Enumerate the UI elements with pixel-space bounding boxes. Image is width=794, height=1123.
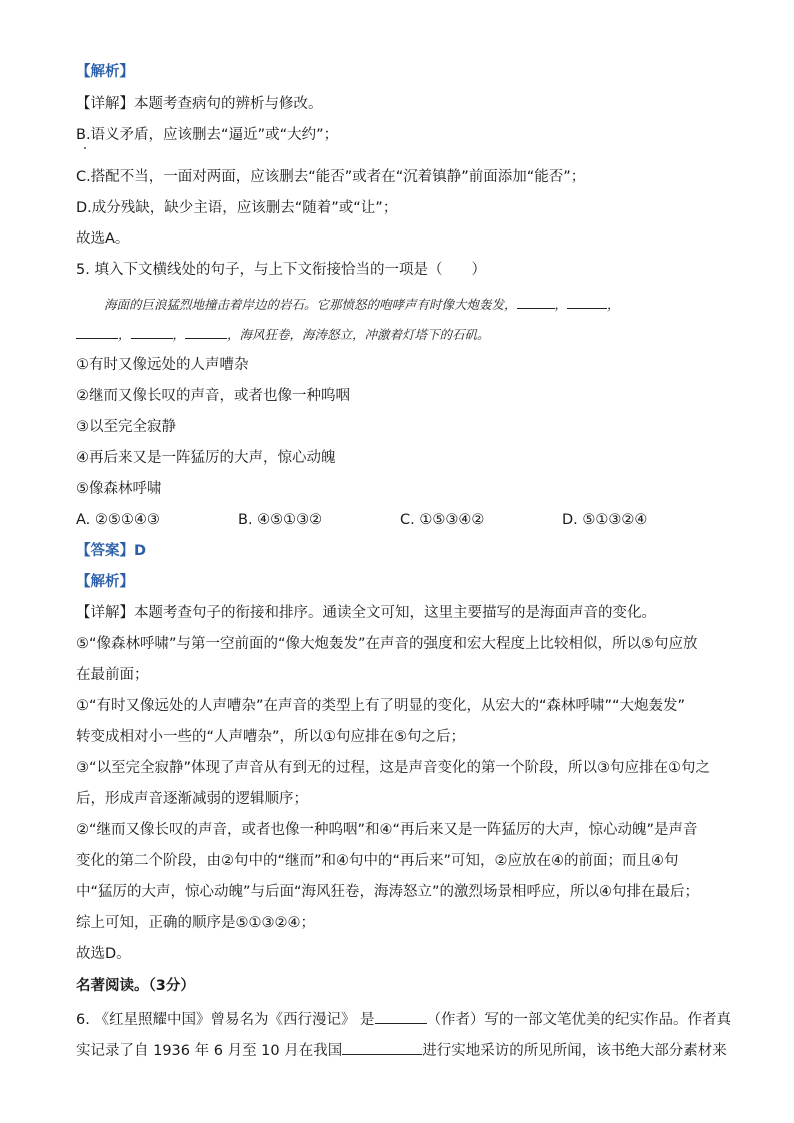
explain-line-4: ①“有时又像远处的人声嘈杂”在声音的类型上有了明显的变化，从宏大的“森林呼啸”“大炮轰发” — [76, 698, 686, 714]
option-b-explanation: B.语义矛盾，应该删去“逼近”或“大约”； — [76, 127, 339, 143]
question-6-line-1: 6. 《红星照耀中国》曾易名为《西行漫记》 是 （作者）写的一部文笔优美的纪实作品。作者真 — [76, 1009, 731, 1030]
explain-line-10: 中“猛厉的大声，惊心动魄”与后面“海风狂卷，海涛怒立”的激烈场景相呼应，所以④句排在最后； — [76, 884, 700, 900]
author-blank — [375, 1009, 427, 1024]
blank-2 — [567, 294, 607, 309]
option-d-explanation: D.成分残缺，缺少主语，应该删去“随着”或“让”； — [76, 200, 398, 216]
explain-line-7: 后，形成声音逐渐减弱的逻辑顺序； — [76, 791, 308, 807]
explain-line-6: ③“以至完全寂静”体现了声音从有到无的过程，这是声音变化的第一个阶段，所以③句应排在①句之 — [76, 760, 711, 776]
explain-line-11: 综上可知，正确的顺序是⑤①③②④； — [76, 915, 315, 931]
place-blank — [342, 1040, 422, 1055]
blank-5 — [185, 324, 227, 339]
detail-line: 【详解】本题考查病句的辨析与修改。 — [76, 96, 323, 112]
sentence-item-2: ②继而又像长叹的声音，或者也像一种呜咽 — [76, 388, 350, 404]
explain-line-12: 故选D。 — [76, 946, 131, 962]
question-5-stem: 5. 填入下文横线处的句子，与上下文衔接恰当的一项是（ ） — [76, 262, 486, 278]
analysis-label: 【解析】 — [76, 64, 134, 80]
option-b: B. ④⑤①③② — [238, 512, 323, 528]
blank-3 — [76, 324, 118, 339]
sentence-item-3: ③以至完全寂静 — [76, 419, 176, 435]
option-c: C. ①⑤③④② — [400, 512, 485, 528]
explain-line-3: 在最前面； — [76, 667, 149, 683]
passage-line-2: ， ， ，海风狂卷，海涛怒立，冲激着灯塔下的石矶。 — [76, 324, 490, 345]
option-d: D. ⑤①③②④ — [562, 512, 648, 528]
stray-dot — [84, 147, 86, 149]
question-6-line-2: 实记录了自 1936 年 6 月至 10 月在我国 进行实地采访的所见所闻，该书绝大部分素材来 — [76, 1040, 727, 1061]
explain-line-1: 【详解】本题考查句子的衔接和排序。通读全文可知，这里主要描写的是海面声音的变化。 — [76, 605, 656, 621]
explain-line-5: 转变成相对小一些的“人声嘈杂”，所以①句应排在⑤句之后； — [76, 729, 466, 745]
option-c-explanation: C.搭配不当，一面对两面，应该删去“能否”或者在“沉着镇静”前面添加“能否”； — [76, 169, 586, 185]
analysis-label-2: 【解析】 — [76, 574, 134, 590]
explain-line-2: ⑤“像森林呼啸”与第一空前面的“像大炮轰发”在声音的强度和宏大程度上比较相似，所以⑤句应放 — [76, 636, 698, 652]
option-a: A. ②⑤①④③ — [76, 512, 160, 528]
section-title: 名著阅读。（3分） — [76, 978, 195, 994]
sentence-item-4: ④再后来又是一阵猛厉的大声，惊心动魄 — [76, 450, 336, 466]
blank-1 — [517, 294, 555, 309]
blank-4 — [131, 324, 173, 339]
explain-line-9: 变化的第二个阶段，由②句中的“继而”和④句中的“再后来”可知，②应放在④的前面；而且④句 — [76, 853, 679, 869]
passage-line-1: 海面的巨浪猛烈地撞击着岸边的岩石。它那愤怒的咆哮声有时像大炮轰发， ， ， — [104, 294, 620, 315]
choice-line: 故选A。 — [76, 231, 130, 247]
sentence-item-5: ⑤像森林呼啸 — [76, 481, 162, 497]
sentence-item-1: ①有时又像远处的人声嘈杂 — [76, 357, 249, 373]
answer-line: 【答案】D — [76, 543, 147, 559]
explain-line-8: ②“继而又像长叹的声音，或者也像一种呜咽”和④“再后来又是一阵猛厉的大声，惊心动魄”是声音 — [76, 822, 698, 838]
